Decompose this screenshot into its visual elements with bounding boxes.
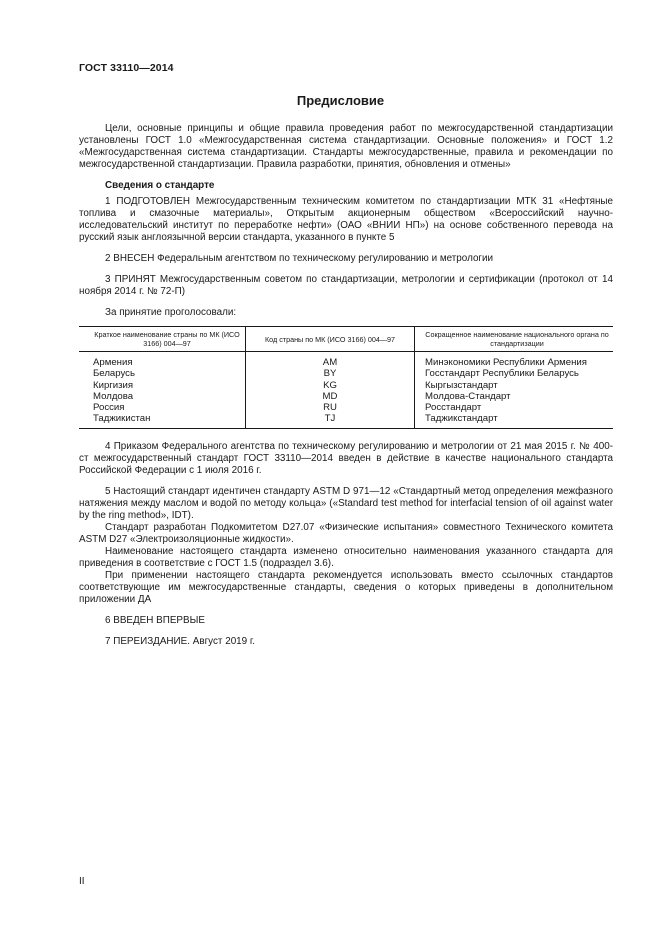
standards-body-cell: Кыргызстандарт: [415, 380, 614, 391]
country-name-cell: Беларусь: [93, 368, 135, 380]
country-name-cell: Россия: [93, 402, 125, 414]
country-name-cell: Киргизия: [93, 379, 134, 391]
country-code-cell: KG: [246, 380, 415, 391]
section-heading: Сведения о стандарте: [105, 180, 215, 191]
vote-label: За принятие проголосовали:: [105, 307, 237, 318]
table-header-row: [79, 327, 613, 352]
page-title: Предисловие: [296, 93, 385, 108]
item-5-name-change-paragraph: Наименование настоящего стандарта изменено относительно наименования указанного стандарта для приведения в соответствие с ГОСТ 1.5 (подраздел 3.6).: [79, 545, 613, 569]
item-5-paragraph: 5 Настоящий стандарт идентичен стандарту ASTM D 971—12 «Стандартный метод определения межфазного натяжения между маслом и водой по методу кольца» («Standard test method for interfacial tension of oil against water by the ring method», IDT).: [79, 485, 613, 521]
page-number: II: [79, 876, 85, 887]
country-code-cell: MD: [246, 391, 415, 402]
header-standards-body: Сокращенное наименование национального органа по стандартизации: [415, 327, 614, 352]
document-id-header: ГОСТ 33110—2014: [79, 62, 174, 74]
standards-body-cell: Госстандарт Республики Беларусь: [415, 368, 614, 379]
standards-body-cell: Минэкономики Республики Армения: [415, 352, 614, 369]
table-row: [79, 402, 613, 413]
preface-body: [79, 123, 613, 648]
standards-body-cell: Молдова-Стандарт: [415, 391, 614, 402]
table-row: [79, 352, 613, 369]
country-code-cell: RU: [246, 402, 415, 413]
item-7-paragraph: 7 ПЕРЕИЗДАНИЕ. Август 2019 г.: [105, 635, 256, 647]
standards-body-cell: Росстандарт: [415, 402, 614, 413]
country-code-cell: AM: [246, 352, 415, 369]
item-1-paragraph: 1 ПОДГОТОВЛЕН Межгосударственным техническим комитетом по стандартизации МТК 31 «Нефтяные топлива и смазочные материалы», Открытым акционерным обществом «Всероссийский научно-исследовательский институт по переработке нефти» (ОАО «ВНИИ НП») на основе собственного перевода на русский язык англоязычной версии стандарта, указанного в пункте 5: [79, 196, 613, 243]
voting-countries-table: [79, 326, 613, 429]
intro-paragraph: Цели, основные принципы и общие правила проведения работ по межгосударственной стандартизации установлены ГОСТ 1.0 «Межгосударственная система стандартизации. Основные положения» и ГОСТ 1.2 «Межгосударственная система стандартизации. Стандарты межгосударственные, правила и рекомендации по межгосударственной стандартизации. Правила разработки, принятия, обновления и отмены»: [79, 123, 613, 170]
table-row: [79, 413, 613, 428]
country-code-cell: BY: [246, 368, 415, 379]
country-name-cell: Таджикистан: [79, 413, 246, 428]
standards-body-cell: Таджикстандарт: [415, 413, 614, 428]
item-5-references-paragraph: При применении настоящего стандарта рекомендуется использовать вместо ссылочных стандартов соответствующие им межгосударственные стандарты, сведения о которых приведены в дополнительном приложении ДА: [79, 569, 613, 605]
item-5-developer-paragraph: Стандарт разработан Подкомитетом D27.07 «Физические испытания» совместного Технического комитета ASTM D27 «Электроизоляционные жидкости».: [79, 521, 613, 545]
item-3-paragraph: 3 ПРИНЯТ Межгосударственным советом по стандартизации, метрологии и сертификации (протокол от 14 ноября 2014 г. № 72-П): [79, 274, 613, 297]
table-row: [79, 368, 613, 379]
country-code-cell: TJ: [246, 413, 415, 428]
country-name-cell: Армения: [93, 357, 133, 368]
country-name-cell: Молдова: [93, 390, 134, 402]
item-4-paragraph: 4 Приказом Федерального агентства по техническому регулированию и метрологии от 21 мая 2015 г. № 400-ст межгосударственный стандарт ГОСТ 33110—2014 введен в действие в качестве национального стандарта Российской Федерации с 1 июля 2016 г.: [79, 440, 613, 476]
header-country-name: Краткое наименование страны по МК (ИСО 3166) 004—97: [79, 327, 246, 352]
item-2-paragraph: 2 ВНЕСЕН Федеральным агентством по техническому регулированию и метрологии: [105, 253, 494, 264]
item-6-paragraph: 6 ВВЕДЕН ВПЕРВЫЕ: [105, 614, 205, 626]
table-row: [79, 391, 613, 402]
table-row: [79, 380, 613, 391]
header-country-code: Код страны по МК (ИСО 3166) 004—97: [246, 327, 415, 352]
